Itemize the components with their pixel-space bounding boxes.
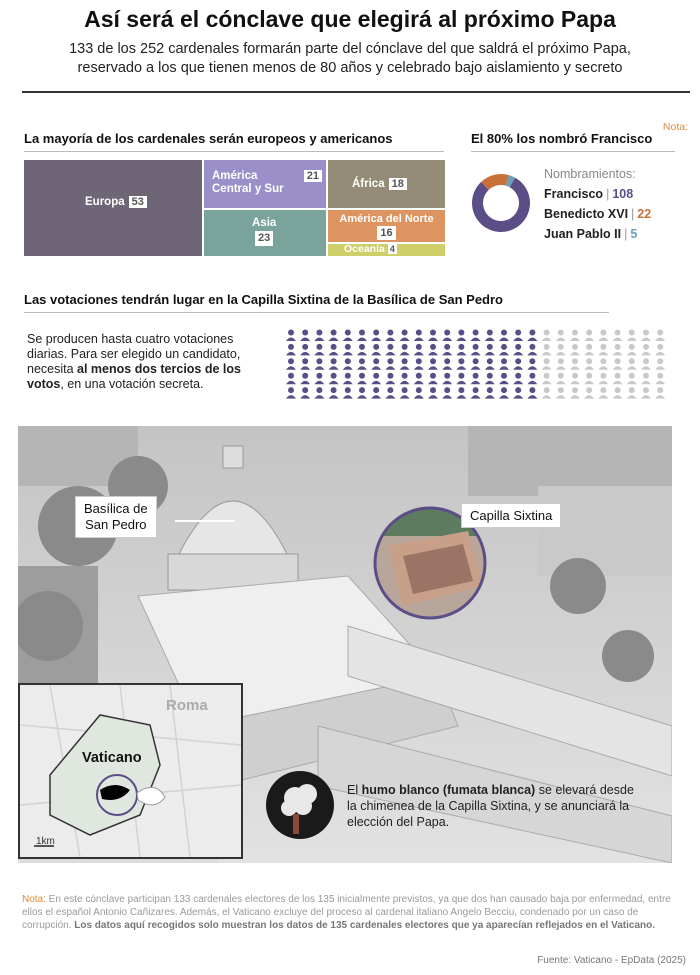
cardinal-figure bbox=[513, 358, 523, 370]
cardinal-figure bbox=[570, 387, 580, 399]
cardinal-figure bbox=[329, 330, 339, 342]
cardinal-figure bbox=[598, 373, 608, 385]
footnote bbox=[22, 893, 677, 932]
cardinal-figure bbox=[400, 358, 410, 370]
cardinal-figure bbox=[343, 358, 353, 370]
cardinal-figure bbox=[527, 387, 537, 399]
cardinal-figure bbox=[300, 387, 310, 399]
cardinal-figure bbox=[598, 387, 608, 399]
cardinal-figure bbox=[598, 330, 608, 342]
votes-description bbox=[27, 332, 277, 392]
cardinal-figure bbox=[584, 387, 594, 399]
votes-text-a: Se producen hasta cuatro votaciones diarias. Para ser elegido un candidato, necesita bbox=[27, 332, 241, 376]
cardinal-figure bbox=[314, 387, 324, 399]
cardinal-figure bbox=[613, 358, 623, 370]
cardinal-figure bbox=[428, 344, 438, 356]
cardinal-figure bbox=[314, 358, 324, 370]
cardinal-figure bbox=[570, 330, 580, 342]
appointments-heading: El 80% los nombró Francisco bbox=[471, 131, 653, 146]
cardinal-figure bbox=[485, 330, 495, 342]
tile-america-norte-value: 16 bbox=[377, 226, 395, 240]
cardinal-figure bbox=[442, 330, 452, 342]
cardinal-figure bbox=[527, 373, 537, 385]
appointment-name: Francisco bbox=[544, 187, 604, 201]
cardinal-figure bbox=[655, 358, 665, 370]
cardinal-figure bbox=[627, 358, 637, 370]
cardinal-figure bbox=[556, 344, 566, 356]
map-scale-label: 1km bbox=[36, 836, 55, 847]
cardinal-figure bbox=[300, 358, 310, 370]
cardinal-figure bbox=[414, 344, 424, 356]
cardinal-figure bbox=[471, 373, 481, 385]
cardinal-figure bbox=[584, 373, 594, 385]
tile-asia bbox=[204, 210, 326, 256]
cardinal-figure bbox=[385, 387, 395, 399]
label-capilla-sixtina: Capilla Sixtina bbox=[462, 504, 560, 527]
cardinal-figure bbox=[527, 358, 537, 370]
cardinal-figure bbox=[471, 387, 481, 399]
cardinal-figure bbox=[414, 358, 424, 370]
cardinal-figure bbox=[442, 358, 452, 370]
cardinal-figure bbox=[570, 373, 580, 385]
map-label-roma: Roma bbox=[166, 697, 208, 714]
regions-treemap bbox=[24, 160, 445, 256]
cardinal-figure bbox=[499, 330, 509, 342]
cardinal-figure bbox=[471, 330, 481, 342]
smoke-text-bold: humo blanco (fumata blanca) bbox=[361, 783, 536, 797]
cardinal-figure bbox=[456, 358, 466, 370]
smoke-text-a: El bbox=[347, 783, 362, 797]
cardinal-figure bbox=[598, 344, 608, 356]
cardinal-figure bbox=[613, 330, 623, 342]
cardinal-figure bbox=[613, 373, 623, 385]
cardinal-figure bbox=[456, 387, 466, 399]
cardinal-figure bbox=[357, 387, 367, 399]
appointment-row-juan-pablo: Juan Pablo II | 5 bbox=[544, 227, 638, 241]
cardinal-figure bbox=[499, 358, 509, 370]
cardinal-figure bbox=[300, 373, 310, 385]
votes-heading-underline bbox=[24, 312, 609, 313]
cardinal-figure bbox=[584, 358, 594, 370]
cardinal-figure bbox=[400, 387, 410, 399]
tile-asia-label: Asia bbox=[252, 217, 277, 229]
cardinal-figure bbox=[329, 387, 339, 399]
cardinal-figure bbox=[655, 387, 665, 399]
tile-america-central-sur-label-2: Central y Sur bbox=[212, 183, 284, 195]
tile-america-central-sur-value: 21 bbox=[304, 170, 322, 182]
appointment-value: 108 bbox=[612, 187, 634, 201]
cardinal-figure bbox=[428, 358, 438, 370]
cardinal-figure bbox=[400, 330, 410, 342]
cardinal-figure bbox=[485, 373, 495, 385]
cardinal-figure bbox=[570, 358, 580, 370]
tile-america-norte-label: América del Norte bbox=[339, 213, 434, 225]
cardinal-figure bbox=[357, 330, 367, 342]
smoke-description bbox=[347, 782, 647, 830]
cardinal-figure bbox=[371, 344, 381, 356]
cardinal-figure bbox=[428, 387, 438, 399]
cardinal-figure bbox=[641, 330, 651, 342]
cardinal-figure bbox=[542, 358, 552, 370]
cardinal-figure bbox=[655, 330, 665, 342]
appointment-value: 22 bbox=[637, 207, 652, 221]
cardinal-figure bbox=[584, 344, 594, 356]
cardinal-figure bbox=[499, 373, 509, 385]
cardinal-figure bbox=[513, 373, 523, 385]
cardinal-figure bbox=[442, 387, 452, 399]
cardinal-figure bbox=[300, 330, 310, 342]
cardinal-figure bbox=[471, 358, 481, 370]
cardinal-figure bbox=[300, 344, 310, 356]
cardinal-figure bbox=[286, 330, 296, 342]
cardinal-figure bbox=[613, 344, 623, 356]
cardinal-figure bbox=[371, 358, 381, 370]
white-smoke-icon bbox=[265, 770, 335, 840]
cardinal-figure bbox=[542, 373, 552, 385]
cardinal-figure bbox=[627, 330, 637, 342]
cardinal-figure bbox=[456, 344, 466, 356]
tile-africa-value: 18 bbox=[389, 178, 407, 190]
cardinal-figure bbox=[499, 344, 509, 356]
cardinal-figure bbox=[655, 373, 665, 385]
footnote-label: Nota: bbox=[22, 894, 46, 905]
regions-heading: La mayoría de los cardenales serán europeos y americanos bbox=[24, 131, 393, 146]
cardinal-figure bbox=[343, 330, 353, 342]
appointment-row-francisco: Francisco | 108 bbox=[544, 187, 634, 201]
appointments-subheading: Nombramientos: bbox=[544, 167, 636, 181]
tile-oceania bbox=[328, 244, 445, 256]
cardinal-figure bbox=[343, 373, 353, 385]
cardinal-figure bbox=[400, 373, 410, 385]
cardinal-figure bbox=[456, 373, 466, 385]
cardinal-figure bbox=[414, 387, 424, 399]
cardinal-figure bbox=[343, 344, 353, 356]
note-tag: Nota: bbox=[662, 121, 688, 133]
label-basilica-line-1: Basílica de bbox=[84, 501, 148, 516]
cardinal-figure bbox=[527, 344, 537, 356]
tile-oceania-label: Oceanía bbox=[344, 243, 385, 255]
cardinal-figure bbox=[329, 344, 339, 356]
cardinal-figure bbox=[357, 373, 367, 385]
cardinal-figure bbox=[286, 344, 296, 356]
cardinal-figure bbox=[357, 358, 367, 370]
cardinal-figure bbox=[556, 387, 566, 399]
tile-america-central-sur-label-1: América bbox=[212, 170, 258, 182]
header-divider bbox=[22, 91, 690, 93]
cardinal-figure bbox=[371, 373, 381, 385]
cardinal-figure bbox=[570, 344, 580, 356]
cardinal-figure bbox=[627, 387, 637, 399]
cardinal-figure bbox=[428, 330, 438, 342]
cardinal-figure bbox=[385, 373, 395, 385]
label-basilica bbox=[76, 497, 156, 537]
cardinal-figure bbox=[485, 387, 495, 399]
tile-america-norte bbox=[328, 210, 445, 242]
regions-heading-underline bbox=[24, 151, 444, 152]
donut-slice-0 bbox=[472, 178, 530, 232]
cardinal-votes-pictogram bbox=[285, 329, 670, 401]
subtitle-line-2: reservado a los que tienen menos de 80 años y celebrado bajo aislamiento y secreto bbox=[77, 60, 623, 76]
cardinal-figure bbox=[641, 373, 651, 385]
cardinal-figure bbox=[329, 373, 339, 385]
footnote-bold: Los datos aquí recogidos solo muestran los datos de 135 cardenales electores que ya aparecían reflejados en el Vaticano. bbox=[74, 920, 656, 931]
appointment-name: Benedicto XVI bbox=[544, 207, 629, 221]
tile-europa-label: Europa bbox=[85, 196, 125, 208]
tile-europa bbox=[24, 160, 202, 256]
cardinal-figure bbox=[513, 344, 523, 356]
cardinal-figure bbox=[414, 373, 424, 385]
cardinal-figure bbox=[598, 358, 608, 370]
cardinal-figure bbox=[513, 330, 523, 342]
label-basilica-connector bbox=[175, 520, 235, 522]
cardinal-figure bbox=[329, 358, 339, 370]
appointment-value: 5 bbox=[630, 227, 638, 241]
cardinal-figure bbox=[471, 344, 481, 356]
label-basilica-line-2: San Pedro bbox=[85, 517, 147, 532]
cardinal-figure bbox=[286, 387, 296, 399]
cardinal-figure bbox=[385, 344, 395, 356]
tile-asia-value: 23 bbox=[255, 231, 273, 246]
votes-text-b: , en una votación secreta. bbox=[60, 377, 204, 391]
cardinal-figure bbox=[428, 373, 438, 385]
cardinal-figure bbox=[499, 387, 509, 399]
cardinal-figure bbox=[556, 358, 566, 370]
cardinal-figure bbox=[371, 330, 381, 342]
subtitle-line-1: 133 de los 252 cardenales formarán parte del cónclave del que saldrá el próximo Papa, bbox=[69, 41, 631, 57]
smoke-text-b: se elevará desde la chimenea de la Capilla Sixtina, y se anunciará la elección del Papa. bbox=[347, 783, 634, 829]
cardinal-figure bbox=[556, 330, 566, 342]
cardinal-figure bbox=[385, 358, 395, 370]
tile-africa bbox=[328, 160, 445, 208]
cardinal-figure bbox=[485, 344, 495, 356]
cardinal-figure bbox=[542, 344, 552, 356]
appointments-donut-chart bbox=[470, 172, 532, 234]
tile-europa-value: 53 bbox=[129, 196, 147, 208]
votes-heading: Las votaciones tendrán lugar en la Capilla Sixtina de la Basílica de San Pedro bbox=[24, 292, 503, 307]
cardinal-figure bbox=[485, 358, 495, 370]
cardinal-figure bbox=[442, 373, 452, 385]
cardinal-figure bbox=[641, 344, 651, 356]
cardinal-figure bbox=[357, 344, 367, 356]
appointment-name: Juan Pablo II bbox=[544, 227, 622, 241]
cardinal-figure bbox=[414, 330, 424, 342]
cardinal-figure bbox=[371, 387, 381, 399]
cardinal-figure bbox=[655, 344, 665, 356]
cardinal-figure bbox=[385, 330, 395, 342]
cardinal-figure bbox=[314, 344, 324, 356]
cardinal-figure bbox=[513, 387, 523, 399]
votes-text-bold: al menos dos tercios de los votos bbox=[27, 362, 241, 391]
tile-america-central-sur bbox=[204, 160, 326, 208]
appointment-row-benedicto: Benedicto XVI | 22 bbox=[544, 207, 652, 221]
cardinal-figure bbox=[542, 387, 552, 399]
cardinal-figure bbox=[627, 373, 637, 385]
cardinal-figure bbox=[542, 330, 552, 342]
cardinal-figure bbox=[286, 358, 296, 370]
cardinal-figure bbox=[527, 330, 537, 342]
cardinal-figure bbox=[584, 330, 594, 342]
cardinal-figure bbox=[456, 330, 466, 342]
cardinal-figure bbox=[314, 373, 324, 385]
map-label-vaticano: Vaticano bbox=[82, 750, 142, 766]
vatican-map-inset bbox=[18, 683, 243, 859]
tile-oceania-value: 4 bbox=[389, 244, 395, 254]
tile-africa-label: África bbox=[352, 178, 385, 190]
cardinal-figure bbox=[641, 387, 651, 399]
source-credit: Fuente: Vaticano - EpData (2025) bbox=[537, 955, 686, 966]
cardinal-figure bbox=[286, 373, 296, 385]
footnote-text: En este cónclave participan 133 cardenales electores de los 135 inicialmente previstos, ya que dos han causado baja por enfermedad, entre ellos el español Antonio Cañizares. Además, el Vaticano excluye del proceso al cardenal italiano Angelo Becciu, condenado por un caso de corrupción. bbox=[22, 894, 671, 931]
cardinal-figure bbox=[627, 344, 637, 356]
cardinal-figure bbox=[343, 387, 353, 399]
page-subtitle bbox=[20, 40, 680, 78]
page-title: Así será el cónclave que elegirá al próximo Papa bbox=[84, 6, 616, 32]
cardinal-figure bbox=[556, 373, 566, 385]
cardinal-figure bbox=[400, 344, 410, 356]
appointments-heading-underline bbox=[471, 151, 675, 152]
cardinal-figure bbox=[314, 330, 324, 342]
cardinal-figure bbox=[641, 358, 651, 370]
cardinal-figure bbox=[613, 387, 623, 399]
cardinal-figure bbox=[442, 344, 452, 356]
